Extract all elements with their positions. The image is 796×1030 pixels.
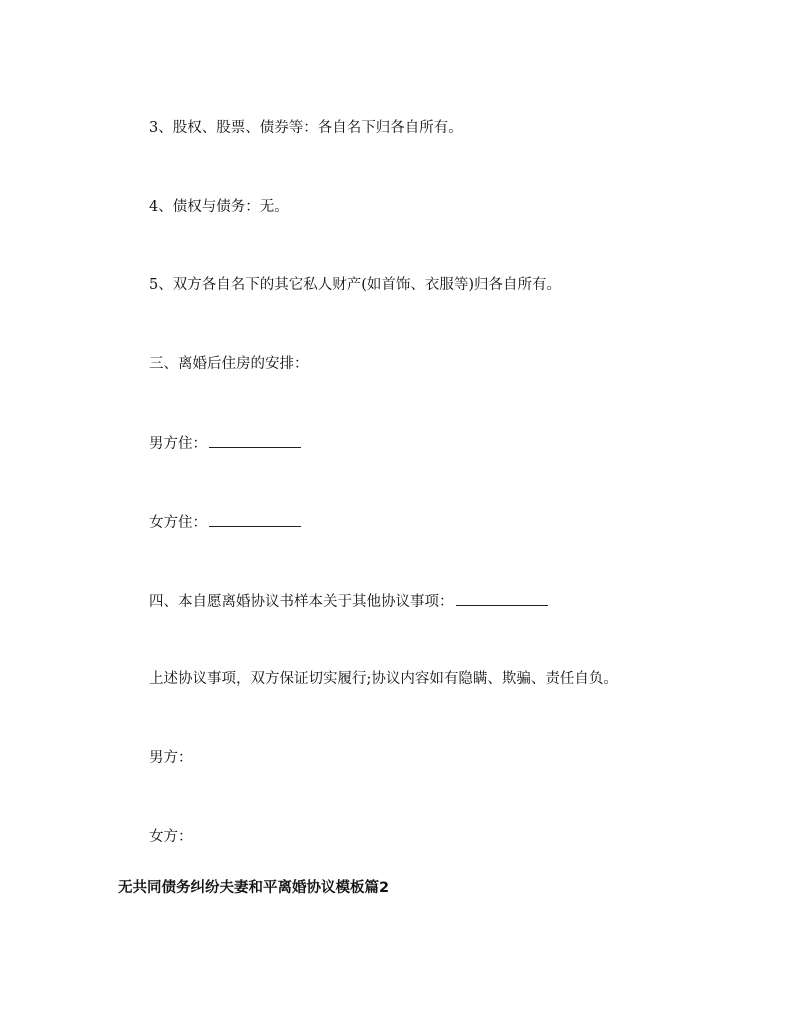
paragraph-text: 上述协议事项，双方保证切实履行;协议内容如有隐瞒、欺骗、责任自负。 [149, 671, 618, 687]
paragraph-guarantee [149, 670, 618, 688]
fill-in-blank [456, 592, 548, 606]
paragraph-equity-stocks [149, 119, 463, 137]
template-heading: 无共同债务纠纷夫妻和平离婚协议模板篇2 [118, 880, 390, 896]
paragraph-debts [149, 198, 289, 216]
section-housing-arrangement [149, 355, 309, 373]
field-label: 女方住： [149, 515, 207, 531]
section-other-matters [149, 592, 548, 611]
fill-in-blank [209, 434, 301, 448]
paragraph-text: 5、双方各自名下的其它私人财产(如首饰、衣服等)归各自所有。 [149, 277, 562, 293]
fill-in-blank [209, 513, 301, 527]
section-title: 三、离婚后住房的安排： [149, 356, 309, 372]
field-label: 男方： [149, 750, 193, 766]
signature-female [149, 828, 193, 846]
field-label: 女方： [149, 829, 193, 845]
signature-male [149, 749, 193, 767]
paragraph-female-residence [149, 513, 301, 532]
paragraph-text: 4、债权与债务：无。 [149, 199, 289, 215]
field-label: 男方住： [149, 436, 207, 452]
paragraph-male-residence [149, 434, 301, 453]
paragraph-text: 3、股权、股票、债券等：各自名下归各自所有。 [149, 120, 463, 136]
section-title: 四、本自愿离婚协议书样本关于其他协议事项： [149, 594, 454, 610]
paragraph-private-property [149, 276, 561, 294]
